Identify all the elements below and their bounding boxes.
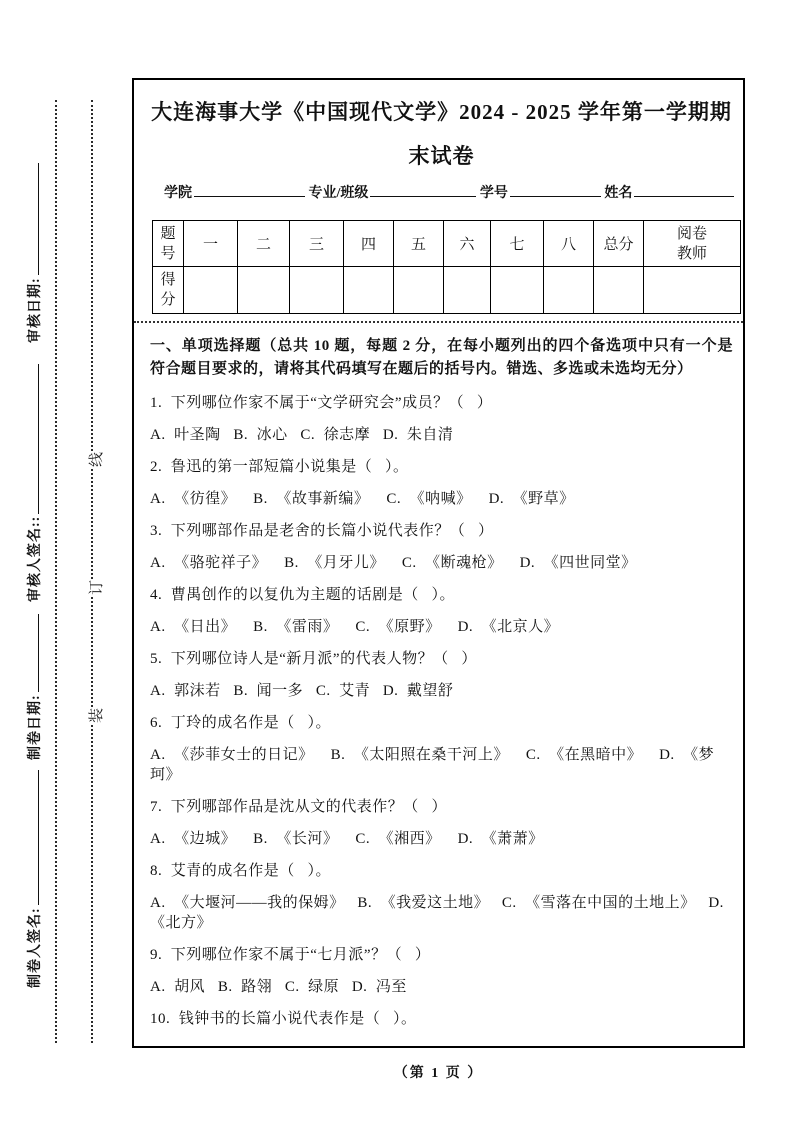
page-footer: （第 1 页 ） — [393, 1066, 484, 1081]
question-text: 1. 下列哪位作家不属于“文学研究会”成员？（ ） — [150, 395, 493, 411]
student-id-blank — [510, 182, 601, 197]
college-label: 学院 — [164, 186, 192, 201]
question-text: 3. 下列哪部作品是老舍的长篇小说代表作？（ ） — [150, 523, 494, 539]
student-id-label: 学号 — [479, 186, 508, 201]
col-header-4: 四 — [344, 221, 394, 267]
question-options: A. 《莎菲女士的日记》 B. 《太阳照在桑干河上》 C. 《在黑暗中》 D. 《梦珂》 — [150, 747, 715, 783]
college-blank — [194, 182, 305, 197]
name-blank — [634, 182, 734, 197]
col-header-5: 五 — [394, 221, 444, 267]
margin-label-review-date — [26, 163, 46, 343]
score-table-header-row — [153, 221, 741, 267]
score-cell — [491, 267, 544, 314]
name-label: 姓名 — [604, 186, 633, 201]
total-score-header: 总分 — [594, 221, 644, 267]
question-text: 6. 丁玲的成名作是（ ）。 — [150, 715, 332, 731]
question-number-header: 题号 — [160, 225, 176, 262]
question-options: A. 《边城》 B. 《长河》 C. 《湘西》 D. 《萧萧》 — [150, 831, 544, 847]
binding-char-zhuang: 装 — [84, 707, 111, 724]
question-options: A. 《骆驼祥子》 B. 《月牙儿》 C. 《断魂枪》 D. 《四世同堂》 — [150, 555, 637, 571]
score-cell — [444, 267, 491, 314]
margin-label-text: 审核人签名:: — [28, 515, 43, 602]
margin-label-paper-made-date — [26, 614, 46, 760]
margin-label-text: 审核日期: — [28, 277, 43, 343]
question-options: A. 郭沫若 B. 闻一多 C. 艾青 D. 戴望舒 — [150, 683, 454, 699]
score-table — [152, 220, 741, 314]
fill-in-blank — [27, 614, 39, 692]
score-cell — [394, 267, 444, 314]
score-cell — [290, 267, 344, 314]
question-text: 7. 下列哪部作品是沈从文的代表作？（ ） — [150, 799, 448, 815]
score-cell — [344, 267, 394, 314]
margin-label-text: 制卷日期: — [28, 694, 43, 760]
major-class-blank — [370, 182, 476, 197]
dotted-separator — [134, 321, 743, 323]
binding-dotted-line-left — [55, 100, 57, 1043]
col-header-3: 三 — [290, 221, 344, 267]
fill-in-blank — [27, 364, 39, 514]
question-list — [150, 393, 733, 1029]
question-options: A. 《彷徨》 B. 《故事新编》 C. 《呐喊》 D. 《野草》 — [150, 491, 575, 507]
binding-dotted-line-right — [91, 100, 93, 1043]
col-header-6: 六 — [444, 221, 491, 267]
major-class-label: 专业/班级 — [308, 186, 369, 201]
grader-cell — [644, 267, 741, 314]
score-cell — [594, 267, 644, 314]
col-header-2: 二 — [238, 221, 290, 267]
score-cell — [184, 267, 238, 314]
question-options: A. 叶圣陶 B. 冰心 C. 徐志摩 D. 朱自清 — [150, 427, 454, 443]
score-row-label: 得分 — [160, 272, 176, 308]
col-header-8: 八 — [544, 221, 594, 267]
question-text: 5. 下列哪位诗人是“新月派”的代表人物？（ ） — [150, 651, 477, 667]
question-options: A. 《大堰河——我的保姆》 B. 《我爱这土地》 C. 《雪落在中国的土地上》 D. 《北方》 — [150, 895, 733, 931]
grader-header: 阅卷教师 — [676, 225, 707, 262]
question-text: 4. 曹禺创作的以复仇为主题的话剧是（ ）。 — [150, 587, 456, 603]
score-table-score-row — [153, 267, 741, 314]
section-heading: 一、单项选择题（总共 10 题，每题 2 分，在每小题列出的四个备选项中只有一个是符合题目要求的，请将其代码填写在题后的括号内。错选、多选或未选均无分） — [150, 338, 733, 377]
margin-label-text: 制卷人签名: — [28, 907, 43, 988]
margin-label-paper-maker-signature — [26, 770, 46, 988]
student-info-row — [150, 182, 733, 208]
margin-label-reviewer-signature — [26, 364, 46, 602]
fill-in-blank — [27, 770, 39, 905]
col-header-1: 一 — [184, 221, 238, 267]
score-cell — [238, 267, 290, 314]
exam-title: 大连海事大学《中国现代文学》2024 - 2025 学年第一学期期末试卷 — [151, 100, 732, 168]
question-text: 9. 下列哪位作家不属于“七月派”？（ ） — [150, 947, 431, 963]
fill-in-blank — [27, 163, 39, 275]
binding-char-ding: 订 — [84, 579, 111, 596]
question-options: A. 《日出》 B. 《雷雨》 C. 《原野》 D. 《北京人》 — [150, 619, 560, 635]
binding-char-xian: 线 — [84, 451, 111, 468]
exam-sheet — [132, 78, 745, 1048]
question-text: 10. 钱钟书的长篇小说代表作是（ ）。 — [150, 1011, 417, 1027]
question-text: 2. 鲁迅的第一部短篇小说集是（ ）。 — [150, 459, 409, 475]
question-options: A. 胡风 B. 路翎 C. 绿原 D. 冯至 — [150, 979, 407, 995]
question-text: 8. 艾青的成名作是（ ）。 — [150, 863, 332, 879]
col-header-7: 七 — [491, 221, 544, 267]
score-cell — [544, 267, 594, 314]
